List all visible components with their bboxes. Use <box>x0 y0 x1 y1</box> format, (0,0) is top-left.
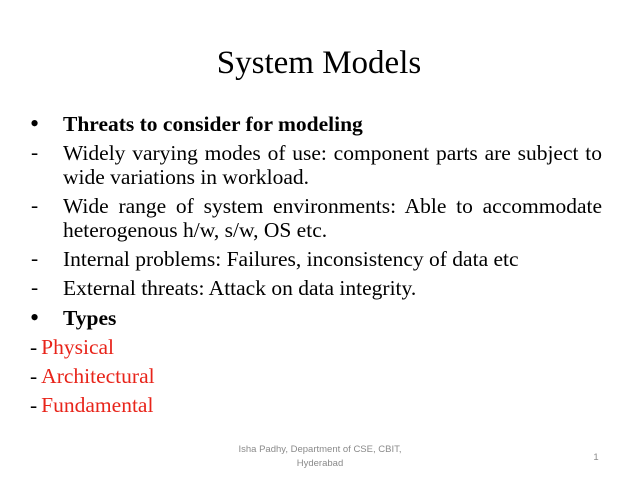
type-text: Fundamental <box>41 393 154 417</box>
dash-marker: - <box>31 275 39 299</box>
type-text: Physical <box>41 335 115 359</box>
dash-marker: - <box>31 246 39 270</box>
type-item-architectural <box>30 364 602 388</box>
dash-item-external-threats <box>30 276 602 300</box>
type-item-fundamental <box>30 393 602 417</box>
dash-item-internal-problems <box>30 247 602 271</box>
footer-location-line: Hyderabad <box>296 458 344 469</box>
bullet-text: Types <box>63 306 117 330</box>
dash-text: Widely varying modes of use: component parts are subject to wide variations in workload. <box>63 141 602 189</box>
slide-body <box>30 109 602 417</box>
dash-text: External threats: Attack on data integrity. <box>63 276 417 300</box>
bullet-item-threats <box>30 109 602 138</box>
dash-marker: - <box>30 335 38 359</box>
dash-marker: - <box>31 193 39 217</box>
bullet-marker: • <box>30 303 40 332</box>
dash-marker: - <box>30 364 38 388</box>
bullet-item-types <box>30 303 602 332</box>
page-number: 1 <box>593 452 599 463</box>
bullet-marker: • <box>30 109 40 138</box>
dash-marker: - <box>30 393 38 417</box>
dash-item-modes-of-use <box>30 141 602 189</box>
dash-text: Internal problems: Failures, inconsistency of data etc <box>63 247 519 271</box>
dash-marker: - <box>31 140 39 164</box>
footer-author-line: Isha Padhy, Department of CSE, CBIT, <box>238 444 402 455</box>
type-text: Architectural <box>41 364 155 388</box>
dash-text: Wide range of system environments: Able to accommodate heterogenous h/w, s/w, OS etc. <box>63 194 602 242</box>
dash-item-system-environments <box>30 194 602 242</box>
bullet-text: Threats to consider for modeling <box>63 112 363 136</box>
type-item-physical <box>30 335 602 359</box>
slide-footer <box>210 443 430 471</box>
slide-title: System Models <box>216 45 422 81</box>
